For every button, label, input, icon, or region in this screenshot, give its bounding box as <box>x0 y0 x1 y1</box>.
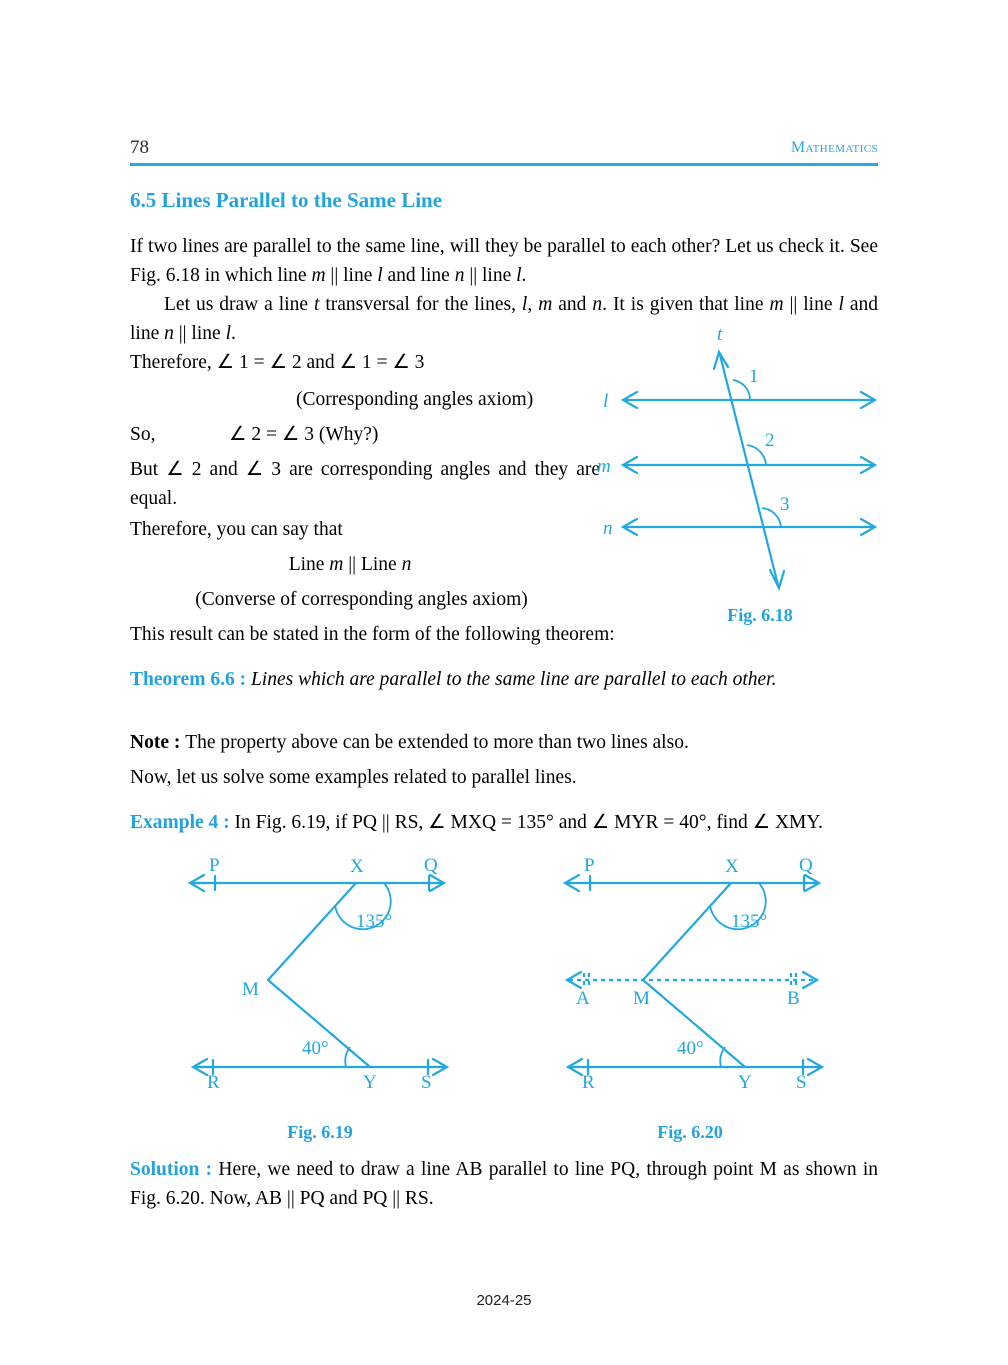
fig620-label-m: M <box>633 988 650 1009</box>
figure-6-18-caption: Fig. 6.18 <box>727 605 793 625</box>
fig618-label-m: m <box>597 456 611 477</box>
fig620-label-y: Y <box>738 1072 752 1093</box>
fig618-line-n <box>623 519 875 535</box>
fig620-angle-label-135: 135° <box>731 911 768 932</box>
fig620-label-s: S <box>796 1072 807 1093</box>
example-block <box>130 808 890 837</box>
paragraph-corresponding-axiom: (Corresponding angles axiom) <box>296 389 534 410</box>
fig619-line-rs <box>193 1059 447 1075</box>
page-number: 78 <box>130 137 149 158</box>
page-header <box>130 138 878 157</box>
paragraph-result-theorem: This result can be stated in the form of the following theorem: <box>130 624 615 645</box>
fig618-angle-label-1: 1 <box>749 366 759 387</box>
paragraph-line-m-parallel-n: Line m || Line n <box>288 554 412 575</box>
fig618-label-n: n <box>603 518 613 539</box>
fig619-label-x: X <box>350 856 364 877</box>
paragraph-so-label: So, <box>130 424 156 445</box>
fig620-line-rs <box>568 1059 822 1075</box>
fig620-line-ab-dashed <box>567 972 817 988</box>
figure-6-18 <box>595 320 895 620</box>
fig620-label-r: R <box>582 1072 595 1093</box>
example-label: Example 4 : <box>130 812 230 833</box>
figure-6-19-caption: Fig. 6.19 <box>287 1122 353 1142</box>
fig618-angle-label-3: 3 <box>780 494 790 515</box>
fig619-label-s: S <box>421 1072 432 1093</box>
fig619-label-q: Q <box>424 855 438 876</box>
paragraph-so-value: ∠ 2 = ∠ 3 (Why?) <box>229 424 379 445</box>
fig619-label-y: Y <box>363 1072 377 1093</box>
solution-label: Solution : <box>130 1159 213 1180</box>
fig619-label-p: P <box>209 855 220 876</box>
fig620-angle-label-40: 40° <box>677 1038 704 1059</box>
figure-6-19 <box>180 855 460 1095</box>
page-footer: 2024-25 <box>476 1292 532 1309</box>
note-text: The property above can be extended to more than two lines also. <box>185 732 689 753</box>
paragraph-therefore-angles: Therefore, ∠ 1 = ∠ 2 and ∠ 1 = ∠ 3 <box>130 352 425 373</box>
example-text: In Fig. 6.19, if PQ || RS, ∠ MXQ = 135° and ∠ MYR = 40°, find ∠ XMY. <box>234 812 823 833</box>
fig618-label-l: l <box>603 391 609 412</box>
fig618-angle-arc-3 <box>762 508 781 527</box>
fig618-transversal <box>714 352 784 588</box>
fig618-angle-arc-2 <box>747 445 766 465</box>
paragraph-converse-axiom: (Converse of corresponding angles axiom) <box>195 589 528 610</box>
note-block <box>130 728 878 757</box>
solution-text: Here, we need to draw a line AB parallel to line PQ, through point M as shown in Fig. 6.20. Now, AB || PQ and PQ || RS. <box>130 1159 878 1209</box>
fig620-line-pq <box>565 875 819 891</box>
fig618-angle-label-2: 2 <box>765 430 775 451</box>
theorem-text: Lines which are parallel to the same line are parallel to each other. <box>250 669 777 690</box>
fig620-label-p: P <box>584 855 595 876</box>
fig618-angle-arc-1 <box>733 380 750 400</box>
paragraph-intro: If two lines are parallel to the same line, will they be parallel to each other? Let us check it. See Fig. 6.18 in which line m || line l and line n || line l. <box>130 236 878 286</box>
solution-block <box>130 1155 878 1213</box>
fig620-label-a: A <box>576 988 590 1009</box>
paragraph-now-examples: Now, let us solve some examples related to parallel lines. <box>130 767 577 788</box>
fig618-label-t: t <box>717 324 723 345</box>
fig620-label-x: X <box>725 856 739 877</box>
running-head: Mathematics <box>790 139 878 156</box>
fig619-angle-label-40: 40° <box>302 1038 329 1059</box>
header-rule <box>130 163 878 166</box>
fig620-label-q: Q <box>799 855 813 876</box>
theorem-block <box>130 665 878 694</box>
paragraph-but-angles: But ∠ 2 and ∠ 3 are corresponding angles and they are equal. <box>130 459 600 509</box>
fig619-segment-xm <box>268 883 356 980</box>
fig620-segment-xm <box>643 883 731 980</box>
fig619-label-r: R <box>207 1072 220 1093</box>
fig620-label-b: B <box>787 988 800 1009</box>
section-title: 6.5 Lines Parallel to the Same Line <box>130 188 443 212</box>
figure-6-20 <box>555 855 835 1095</box>
paragraph-transversal: Let us draw a line t transversal for the lines, l, m and n. It is given that line m || line l and line n || line l. <box>130 294 879 344</box>
fig619-label-m: M <box>242 979 259 1000</box>
theorem-label: Theorem 6.6 : <box>130 669 247 690</box>
fig619-line-pq <box>190 875 444 891</box>
note-label: Note : <box>130 732 181 753</box>
fig619-angle-label-135: 135° <box>356 911 393 932</box>
paragraph-therefore-say: Therefore, you can say that <box>130 519 343 540</box>
figure-6-20-caption: Fig. 6.20 <box>657 1122 723 1142</box>
